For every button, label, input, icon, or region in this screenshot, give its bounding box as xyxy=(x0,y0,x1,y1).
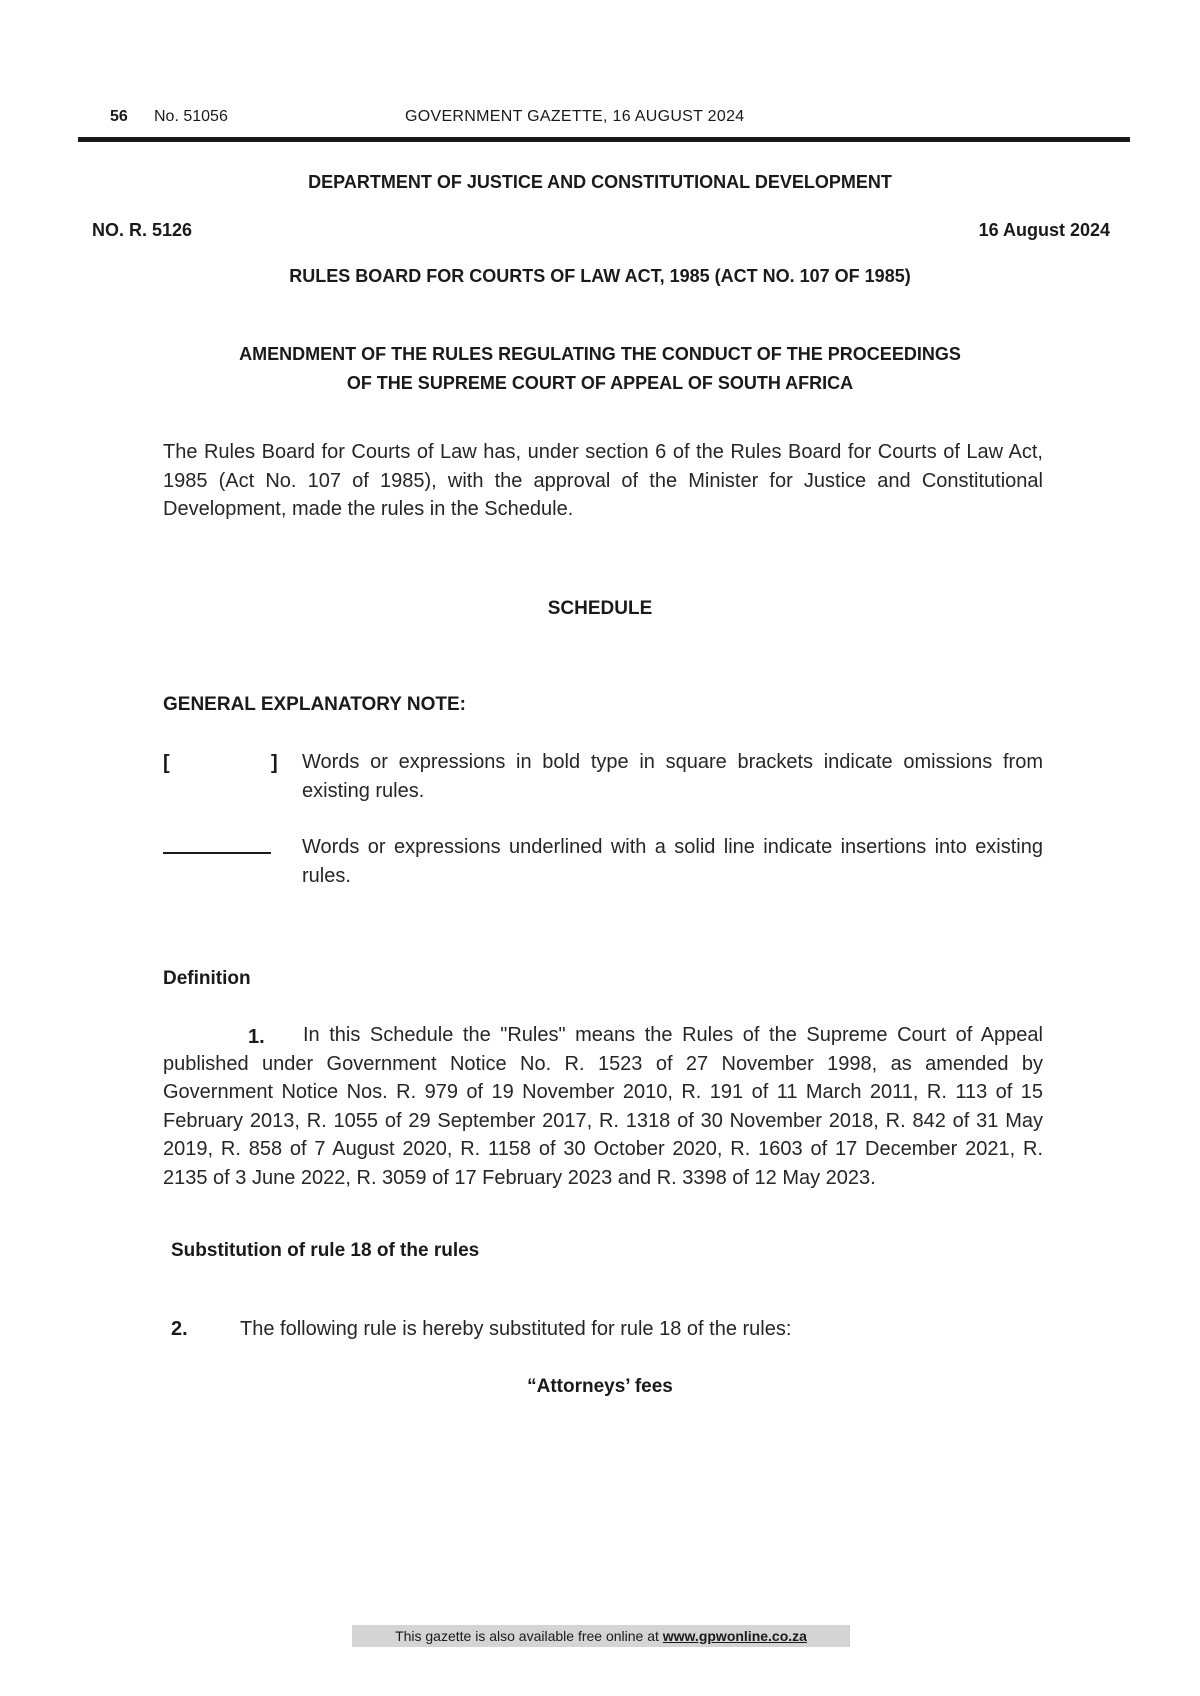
substitution-text: The following rule is hereby substituted for rule 18 of the rules: xyxy=(240,1318,792,1340)
gazette-title: GOVERNMENT GAZETTE, 16 AUGUST 2024 xyxy=(405,108,745,125)
substitution-number: 2. xyxy=(171,1318,188,1340)
bracket-note-text: Words or expressions in bold type in square brackets indicate omissions from existing rules. xyxy=(302,751,1043,802)
footer-link[interactable]: www.gpwonline.co.za xyxy=(662,1628,807,1644)
bracket-close-symbol: ] xyxy=(271,752,278,774)
department-heading: DEPARTMENT OF JUSTICE AND CONSTITUTIONAL DEVELOPMENT xyxy=(308,172,892,192)
amendment-title xyxy=(0,340,1200,398)
header-rule xyxy=(78,137,1130,142)
definition-text: In this Schedule the "Rules" means the Rules of the Supreme Court of Appeal published under Government Notice No. R. 1523 of 27 November 1998, as amended by Government Notice Nos. R. 979 of 19 November 2010, R. 191 of 11 March 2011, R. 113 of 15 February 2013, R. 1055 of 29 September 2017, R. 1318 of 30 November 2018, R. 842 of 31 May 2019, R. 858 of 7 August 2020, R. 1158 of 30 October 2020, R. 1603 of 17 December 2021, R. 2135 of 3 June 2022, R. 3059 of 17 February 2023 and R. 3398 of 12 May 2023. xyxy=(163,1024,1043,1189)
definition-number: 1. xyxy=(248,1026,265,1048)
page-number: 56 xyxy=(110,108,128,125)
underline-note-text: Words or expressions underlined with a solid line indicate insertions into existing rules. xyxy=(302,836,1043,887)
general-note-heading: GENERAL EXPLANATORY NOTE: xyxy=(163,694,466,715)
new-rule-title: “Attorneys’ fees xyxy=(527,1376,673,1397)
intro-paragraph: The Rules Board for Courts of Law has, under section 6 of the Rules Board for Courts of Law Act, 1985 (Act No. 107 of 1985), with the approval of the Minister for Justice and Constitutional Development, made the rules in the Schedule. xyxy=(163,441,1043,520)
amendment-title-line-1: AMENDMENT OF THE RULES REGULATING THE CONDUCT OF THE PROCEEDINGS xyxy=(239,344,961,364)
notice-number: NO. R. 5126 xyxy=(92,220,193,240)
act-title: RULES BOARD FOR COURTS OF LAW ACT, 1985 (ACT NO. 107 OF 1985) xyxy=(289,266,911,286)
footer-banner xyxy=(352,1625,850,1647)
bracket-open-symbol: [ xyxy=(163,752,170,774)
substitution-heading: Substitution of rule 18 of the rules xyxy=(171,1240,480,1261)
gazette-number: No. 51056 xyxy=(154,108,228,125)
schedule-heading: SCHEDULE xyxy=(547,598,653,619)
notice-date: 16 August 2024 xyxy=(978,220,1110,240)
underline-sample-line xyxy=(163,852,271,854)
footer-text: This gazette is also available free online at xyxy=(395,1628,663,1644)
amendment-title-line-2: OF THE SUPREME COURT OF APPEAL OF SOUTH AFRICA xyxy=(346,373,854,393)
definition-heading: Definition xyxy=(163,968,251,989)
